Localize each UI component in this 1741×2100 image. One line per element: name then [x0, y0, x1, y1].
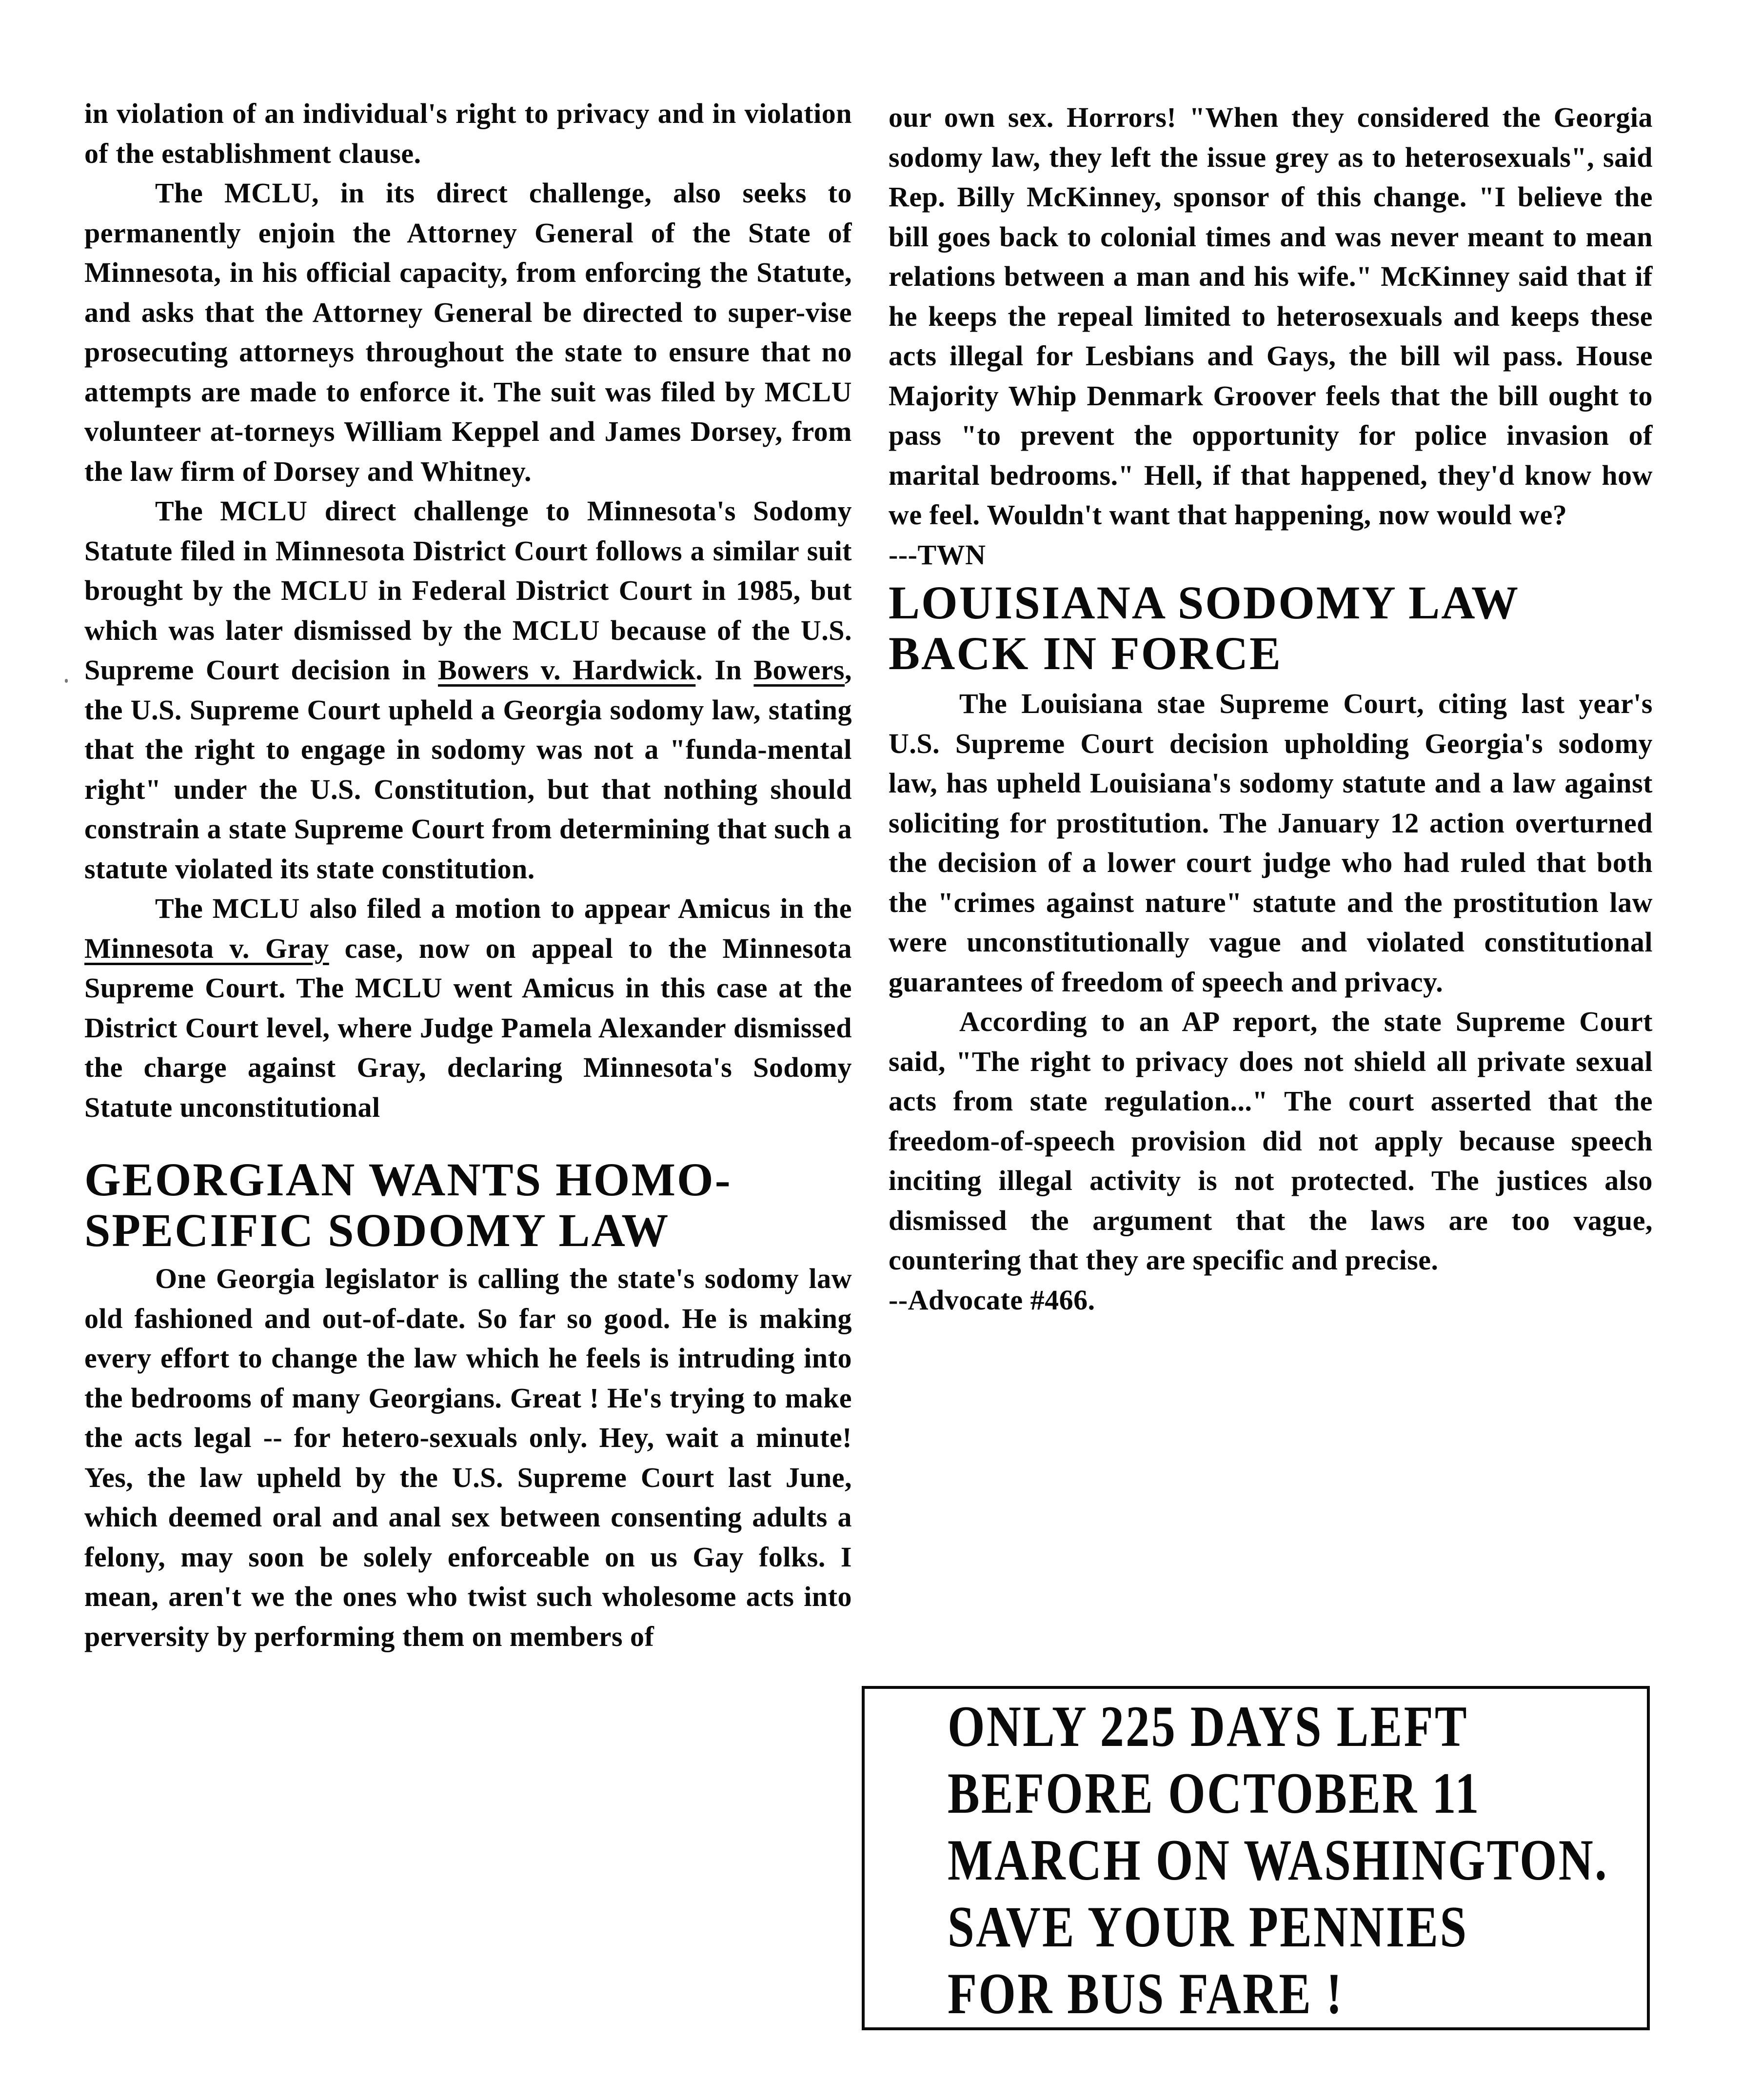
headline-line: GEORGIAN WANTS HOMO-	[84, 1153, 732, 1206]
headline-louisiana	[889, 577, 1653, 679]
text-run: . In	[695, 654, 754, 686]
article-mclu-challenge	[84, 94, 852, 1127]
paragraph: The MCLU, in its direct challenge, also seeks to permanently enjoin the Attorney General of the State of Minnesota, in his official capacity, from enforcing the Statute, and asks that the Attorney General be directed to super-vise prosecuting attorneys throughout the state to ensure that no attempts are made to enforce it. The suit was filed by MCLU volunteer at-torneys William Keppel and James Dorsey, from the law firm of Dorsey and Whitney.	[84, 177, 852, 487]
left-column	[84, 94, 852, 1656]
paragraph: in violation of an individual's right to privacy and in violation of the establishment clause.	[84, 98, 852, 169]
case-name-bowers-v-hardwick: Bowers v. Hardwick	[438, 654, 696, 686]
text-run: , the U.S. Supreme Court upheld a Georgia sodomy law, stating that the right to engage in sodomy was not a "funda-mental right" under the U.S. Constitution, but that nothing should constrain a state Supreme Court from determining that such a statute violated its state constitution.	[84, 654, 852, 885]
paragraph-bowers	[84, 491, 852, 889]
ad-line: ONLY 225 DAYS LEFT	[948, 1694, 1468, 1759]
headline-line: BACK IN FORCE	[889, 627, 1283, 679]
case-name-minnesota-v-gray: Minnesota v. Gray	[84, 932, 329, 964]
headline-georgian	[84, 1154, 852, 1256]
source-signoff-advocate: --Advocate #466.	[889, 1284, 1095, 1316]
paragraph: One Georgia legislator is calling the state's sodomy law old fashioned and out-of-date. So far so good. He is making every effort to change the law which he feels is intruding into the bedrooms of many Georgians. Great ! He's trying to make the acts legal -- for hetero-sexuals only. Hey, wait a minute! Yes, the law upheld by the U.S. Supreme Court last June, which deemed oral and anal sex between consenting adults a felony, may soon be solely enforceable on us Gay folks. I mean, aren't we the ones who twist such wholesome acts into perversity by performing them on members of	[84, 1263, 852, 1652]
text-run: case, now on appeal to the Minnesota Supreme Court. The MCLU went Amicus in this case at the District Court level, where Judge Pamela Alexander dismissed the charge against Gray, declaring Minnesota's Sodomy Statute unconstitutional	[84, 932, 852, 1123]
paragraph: our own sex. Horrors! "When they considered the Georgia sodomy law, they left the issue grey as to heterosexuals", said Rep. Billy McKinney, sponsor of this change. "I believe the bill goes back to colonial times and was never meant to mean relations between a man and his wife." McKinney said that if he keeps the repeal limited to heterosexuals and keeps these acts illegal for Lesbians and Gays, the bill wil pass. House Majority Whip Denmark Groover feels that the bill ought to pass "to prevent the opportunity for police invasion of marital bedrooms." Hell, if that happened, they'd know how we feel. Wouldn't want that happening, now would we?	[889, 101, 1653, 531]
ad-line: SAVE YOUR PENNIES	[948, 1894, 1468, 1959]
paragraph: According to an AP report, the state Supreme Court said, "The right to privacy does not shield all private sexual acts from state regulation..." The court asserted that the freedom-of-speech provision did not apply because speech inciting illegal activity is not protected. The justices also dismissed the argument that the laws are too vague, countering that they are specific and precise.	[889, 1006, 1653, 1276]
ad-line: MARCH ON WASHINGTON.	[948, 1827, 1608, 1892]
ad-text	[948, 1693, 1608, 2027]
paragraph: The Louisiana stae Supreme Court, citing last year's U.S. Supreme Court decision upholding Georgia's sodomy law, has upheld Louisiana's sodomy statute and a law against soliciting for prostitution. The January 12 action overturned the decision of a lower court judge who had ruled that both the "crimes against nature" statute and the prostitution law were unconstitutionally vague and violated constitutional guarantees of freedom of speech and privacy.	[889, 688, 1653, 998]
ad-line: BEFORE OCTOBER 11	[948, 1761, 1481, 1825]
article-georgian-continued	[889, 98, 1653, 575]
ad-line: FOR BUS FARE !	[948, 1961, 1344, 2026]
headline-line: SPECIFIC SODOMY LAW	[84, 1204, 670, 1256]
headline-line: LOUISIANA SODOMY LAW	[889, 576, 1520, 629]
right-column	[889, 98, 1653, 1320]
march-on-washington-ad	[862, 1686, 1650, 2030]
paragraph-gray	[84, 889, 852, 1127]
text-run: The MCLU also filed a motion to appear Amicus in the	[155, 892, 852, 924]
text-run: The MCLU direct challenge to Minnesota's Sodomy Statute filed in Minnesota District Court follows a similar suit brought by the MCLU in Federal District Court in 1985, but which was later dismissed by the MCLU because of the U.S. Supreme Court decision in	[84, 495, 852, 686]
scan-speck	[65, 679, 68, 683]
case-name-bowers: Bowers	[753, 654, 845, 686]
source-signoff-twn: ---TWN	[889, 538, 986, 571]
article-louisiana-sodomy-law	[889, 577, 1653, 1320]
article-georgian-sodomy-law	[84, 1154, 852, 1656]
